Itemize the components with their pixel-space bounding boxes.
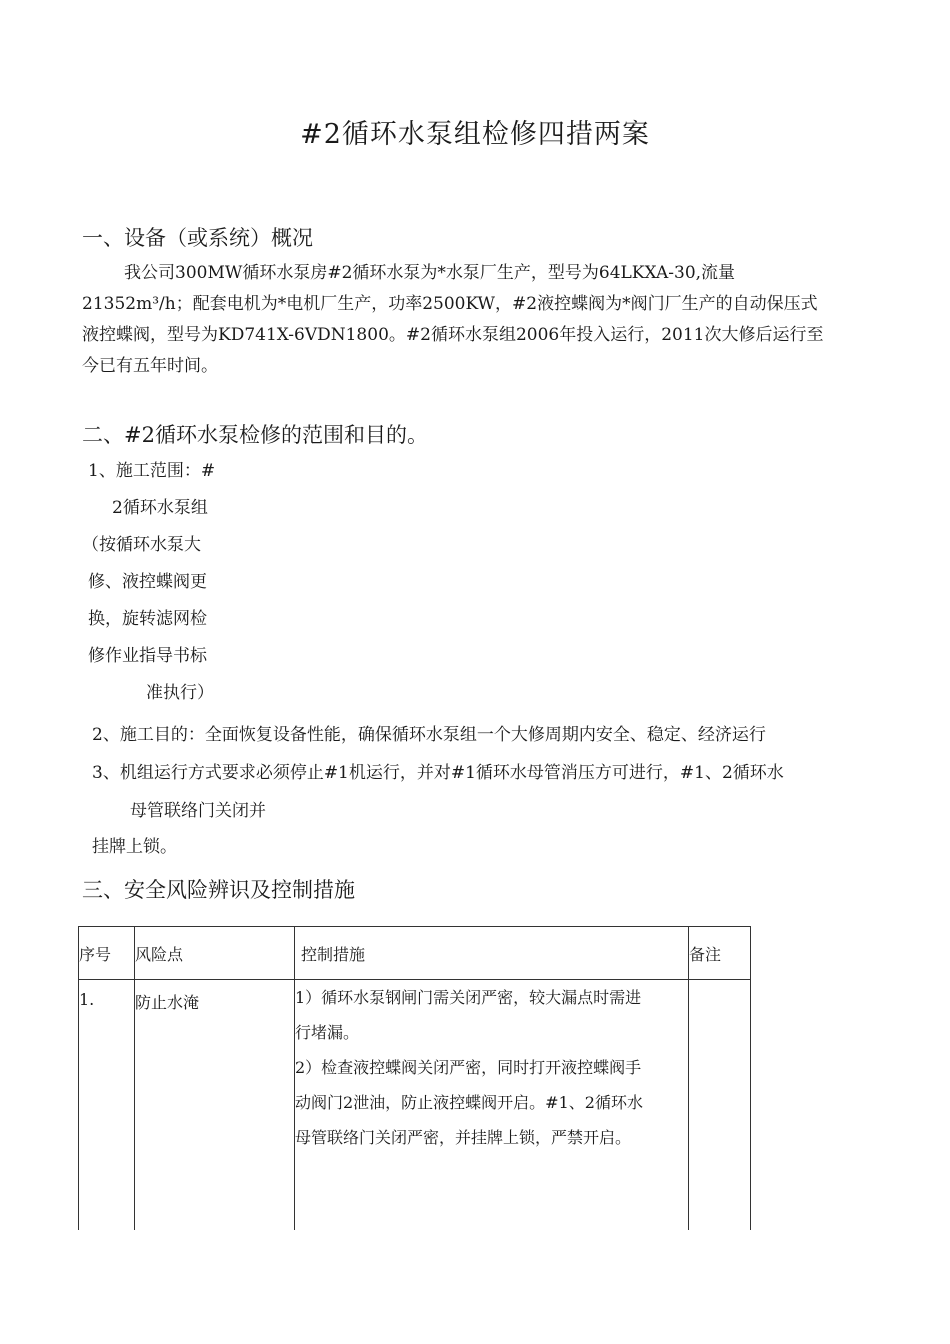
paragraph-line: 今已有五年时间。 bbox=[82, 356, 218, 376]
operation-method-line: 母管联络门关闭并 bbox=[130, 801, 266, 821]
section2-heading: 二、#2循环水泵检修的范围和目的。 bbox=[82, 423, 428, 447]
paragraph-line: 21352m³/h；配套电机为*电机厂生产，功率2500KW，#2液控蝶阀为*阀门厂生产的自动保压式 bbox=[82, 294, 818, 314]
measure-line: 母管联络门关闭严密，并挂牌上锁，严禁开启。 bbox=[295, 1128, 632, 1147]
section1-paragraph bbox=[82, 258, 872, 382]
scope-line: 修作业指导书标 bbox=[88, 646, 207, 666]
risk-control-table bbox=[78, 926, 751, 1230]
header-risk: 风险点 bbox=[135, 927, 295, 980]
operation-method-line: 3、机组运行方式要求必须停止#1机运行，并对#1循环水母管消压方可进行，#1、2循环水 bbox=[92, 763, 784, 783]
header-measures: 控制措施 bbox=[295, 927, 689, 980]
measure-line: 动阀门2泄油，防止液控蝶阀开启。#1、2循环水 bbox=[295, 1093, 643, 1112]
paragraph-line: 液控蝶阀，型号为KD741X-6VDN1800。#2循环水泵组2006年投入运行，2011次大修后运行至 bbox=[82, 325, 824, 345]
row-risk: 防止水淹 bbox=[135, 980, 295, 1231]
row-no: 1. bbox=[79, 980, 135, 1231]
construction-scope bbox=[82, 453, 216, 712]
row-remark bbox=[689, 980, 751, 1231]
measure-line: 1）循环水泵钢闸门需关闭严密，较大漏点时需进 bbox=[295, 988, 642, 1007]
scope-line: 2循环水泵组 bbox=[112, 498, 208, 518]
table-row bbox=[79, 980, 751, 1231]
measure-line: 2）检查液控蝶阀关闭严密，同时打开液控蝶阀手 bbox=[295, 1058, 642, 1077]
table-header-row bbox=[79, 927, 751, 980]
header-remark: 备注 bbox=[689, 927, 751, 980]
scope-line: （按循环水泵大 bbox=[82, 535, 201, 555]
section3-heading: 三、安全风险辨识及控制措施 bbox=[82, 878, 355, 902]
scope-line: 修、液控蝶阀更 bbox=[88, 572, 207, 592]
header-no: 序号 bbox=[79, 927, 135, 980]
scope-line: 准执行） bbox=[146, 683, 214, 703]
section1-heading: 一、设备（或系统）概况 bbox=[82, 226, 313, 250]
measure-line: 行堵漏。 bbox=[295, 1023, 360, 1042]
document-title: #2循环水泵组检修四措两案 bbox=[300, 119, 650, 150]
operation-method-line: 挂牌上锁。 bbox=[92, 837, 177, 857]
paragraph-line: 我公司300MW循环水泵房#2循环水泵为*水泵厂生产，型号为64LKXA-30,流量 bbox=[124, 263, 736, 283]
scope-line: 1、施工范围：# bbox=[88, 461, 216, 481]
scope-line: 换，旋转滤网检 bbox=[88, 609, 207, 629]
row-measures bbox=[295, 980, 689, 1231]
construction-purpose: 2、施工目的：全面恢复设备性能，确保循环水泵组一个大修周期内安全、稳定、经济运行 bbox=[92, 725, 766, 745]
